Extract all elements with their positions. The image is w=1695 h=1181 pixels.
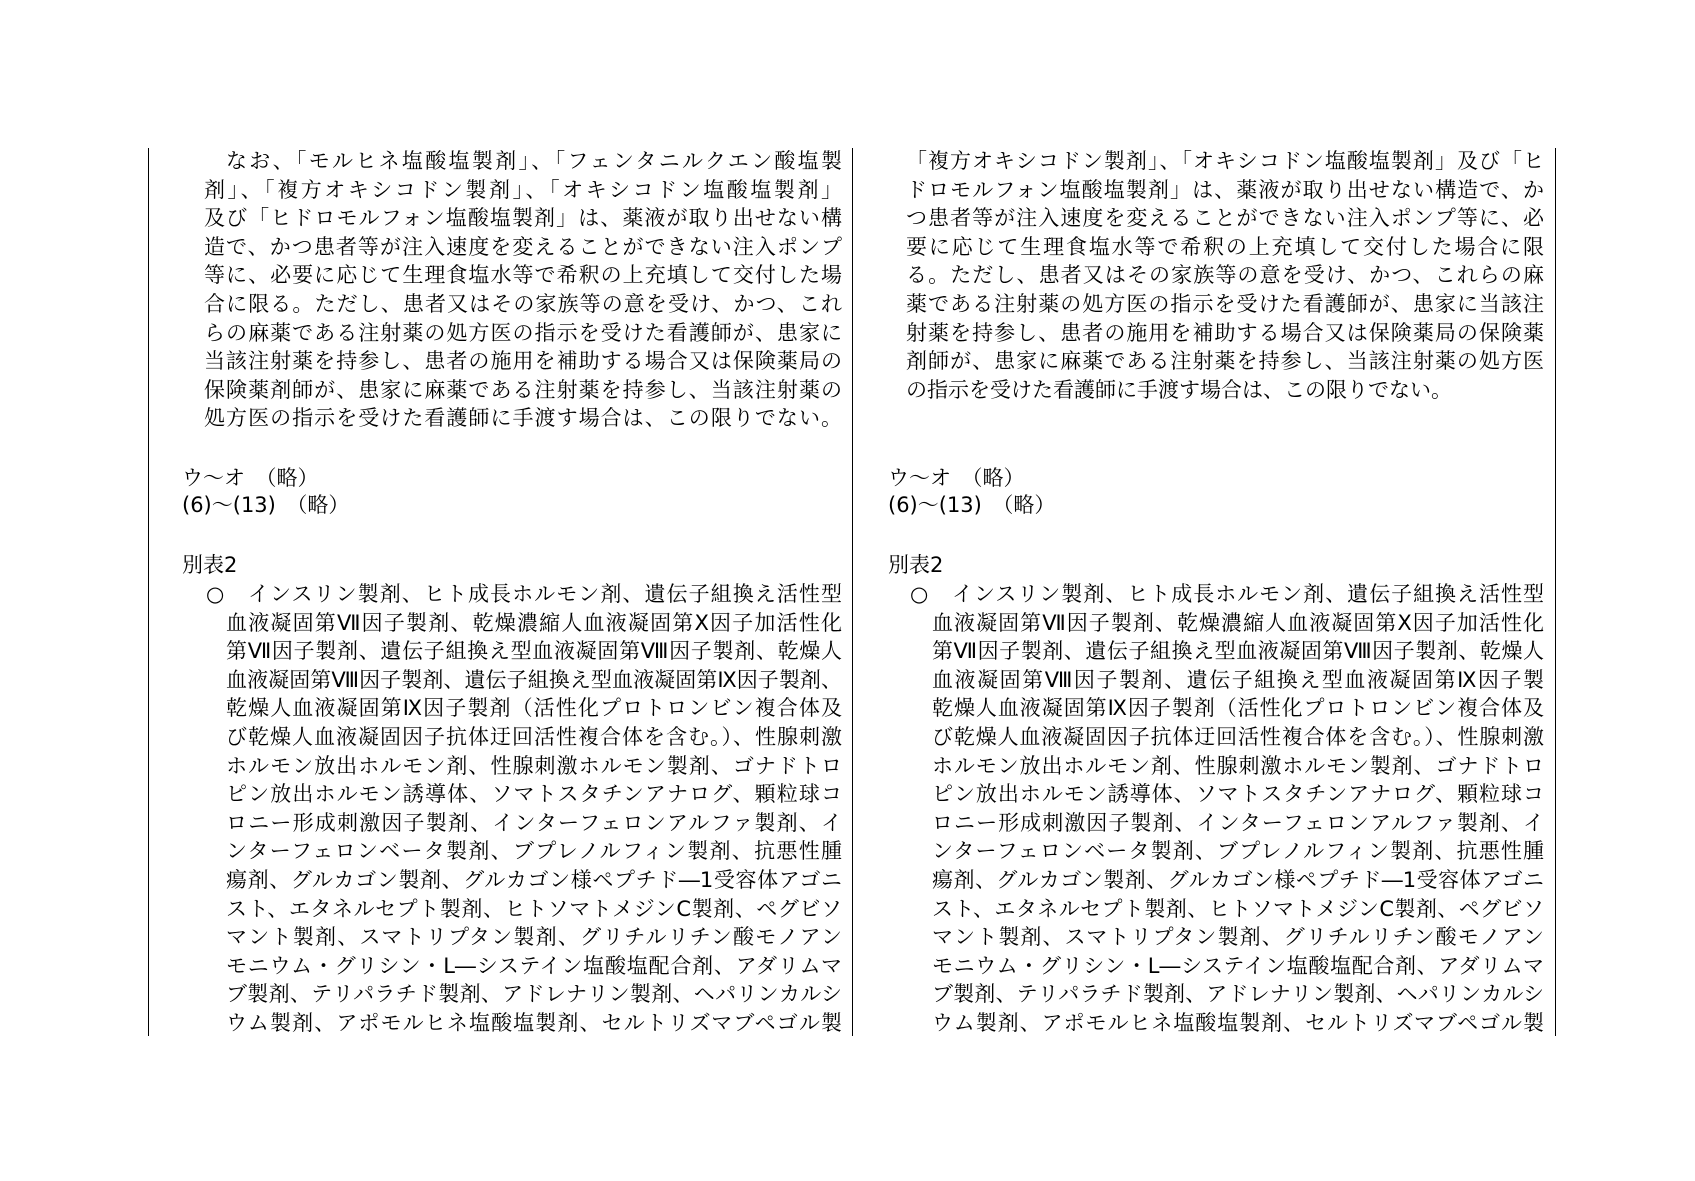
paragraph-line: 剤師が、患家に麻薬である注射薬を持参し、当該注射薬の処方医 — [906, 349, 1544, 374]
paragraph-line: 射薬を持参し、患者の施用を補助する場合又は保険薬局の保険薬 — [906, 320, 1544, 345]
omitted-sections-note: (6)～(13) （略） — [888, 493, 1056, 517]
paragraph-line: なお、「モルヒネ塩酸塩製剤」、「フェンタニルクエン酸塩製 — [226, 149, 842, 173]
paragraph-line: 保険薬剤師が、患家に麻薬である注射薬を持参し、当該注射薬の — [204, 377, 842, 402]
list-line: 血液凝固第Ⅶ因子製剤、乾燥濃縮人血液凝固第Ⅹ因子加活性化 — [226, 610, 842, 635]
list-line: ンターフェロンベータ製剤、ブプレノルフィン製剤、抗悪性腫 — [226, 839, 842, 864]
paragraph-line: 処方医の指示を受けた看護師に手渡す場合は、この限りでない。 — [204, 406, 842, 431]
paragraph-line: の指示を受けた看護師に手渡す場合は、この限りでない。 — [906, 377, 1452, 402]
list-line: ホルモン放出ホルモン剤、性腺刺激ホルモン製剤、ゴナドトロ — [226, 753, 842, 778]
paragraph-line: 及び「ヒドロモルフォン塩酸塩製剤」は、薬液が取り出せない構 — [204, 206, 842, 231]
list-line: 血液凝固第Ⅷ因子製剤、遺伝子組換え型血液凝固第Ⅸ因子製 — [932, 667, 1544, 692]
list-line: インスリン製剤、ヒト成長ホルモン剤、遺伝子組換え活性型 — [952, 582, 1544, 606]
list-line: 乾燥人血液凝固第Ⅸ因子製剤（活性化プロトロンビン複合体及 — [226, 696, 842, 721]
list-line: 第Ⅶ因子製剤、遺伝子組換え型血液凝固第Ⅷ因子製剤、乾燥人 — [932, 639, 1544, 664]
paragraph-line: 「複方オキシコドン製剤」、「オキシコドン塩酸塩製剤」及び「ヒ — [906, 149, 1544, 173]
paragraph-line: 剤」、「複方オキシコドン製剤」、「オキシコドン塩酸塩製剤」 — [204, 177, 842, 202]
list-line: ピン放出ホルモン誘導体、ソマトスタチンアナログ、顆粒球コ — [226, 782, 842, 807]
list-line: び乾燥人血液凝固因子抗体迂回活性複合体を含む。）、性腺刺激 — [226, 725, 842, 749]
list-line: ロニー形成刺激因子製剤、インターフェロンアルファ製剤、イ — [226, 810, 842, 835]
list-line: ピン放出ホルモン誘導体、ソマトスタチンアナログ、顆粒球コ — [932, 782, 1544, 807]
paragraph-line: ドロモルフォン塩酸塩製剤」は、薬液が取り出せない構造で、か — [906, 177, 1544, 202]
paragraph-line: 当該注射薬を持参し、患者の施用を補助する場合又は保険薬局の — [204, 349, 842, 374]
omitted-items-note: ウ～オ （略） — [888, 466, 1025, 490]
list-line: スト、エタネルセプト製剤、ヒトソマトメジンC製剤、ペグビソ — [932, 896, 1544, 921]
paragraph-line: 造で、かつ患者等が注入速度を変えることができない注入ポンプ — [204, 234, 842, 259]
list-line: ロニー形成刺激因子製剤、インターフェロンアルファ製剤、イ — [932, 810, 1544, 835]
list-line: モニウム・グリシン・L―システイン塩酸塩配合剤、アダリムマ — [932, 953, 1544, 978]
list-line: モニウム・グリシン・L―システイン塩酸塩配合剤、アダリムマ — [226, 953, 842, 978]
list-line: 瘍剤、グルカゴン製剤、グルカゴン様ペプチド―1受容体アゴニ — [226, 868, 842, 892]
table-title: 別表2 — [888, 553, 944, 577]
list-line: スト、エタネルセプト製剤、ヒトソマトメジンC製剤、ペグビソ — [226, 896, 842, 921]
list-line: 乾燥人血液凝固第Ⅸ因子製剤（活性化プロトロンビン複合体及 — [932, 696, 1544, 721]
list-line: 血液凝固第Ⅷ因子製剤、遺伝子組換え型血液凝固第Ⅸ因子製剤、 — [226, 667, 842, 692]
list-line: 瘍剤、グルカゴン製剤、グルカゴン様ペプチド―1受容体アゴニ — [932, 868, 1544, 892]
omitted-sections-note: (6)～(13) （略） — [182, 493, 350, 517]
paragraph-line: 合に限る。ただし、患者又はその家族等の意を受け、かつ、これ — [204, 292, 842, 316]
column-divider — [852, 148, 853, 1036]
list-line: び乾燥人血液凝固因子抗体迂回活性複合体を含む。）、性腺刺激 — [932, 725, 1544, 749]
list-line: ブ製剤、テリパラチド製剤、アドレナリン製剤、ヘパリンカルシ — [932, 982, 1544, 1007]
right-border — [1555, 148, 1556, 1036]
left-border — [148, 148, 149, 1036]
paragraph-line: 薬である注射薬の処方医の指示を受けた看護師が、患家に当該注 — [906, 292, 1544, 316]
omitted-items-note: ウ～オ （略） — [182, 466, 319, 490]
list-line: ウム製剤、アポモルヒネ塩酸塩製剤、セルトリズマブペゴル製 — [226, 1011, 842, 1035]
list-line: ブ製剤、テリパラチド製剤、アドレナリン製剤、ヘパリンカルシ — [226, 982, 842, 1007]
paragraph-line: 等に、必要に応じて生理食塩水等で希釈の上充填して交付した場 — [204, 263, 842, 288]
list-line: ンターフェロンベータ製剤、ブプレノルフィン製剤、抗悪性腫 — [932, 839, 1544, 864]
list-line: ホルモン放出ホルモン剤、性腺刺激ホルモン製剤、ゴナドトロ — [932, 753, 1544, 778]
list-line: 第Ⅶ因子製剤、遺伝子組換え型血液凝固第Ⅷ因子製剤、乾燥人 — [226, 639, 842, 664]
bullet-circle: ○ — [206, 582, 225, 606]
paragraph-line: る。ただし、患者又はその家族等の意を受け、かつ、これらの麻 — [906, 263, 1544, 288]
list-line: インスリン製剤、ヒト成長ホルモン剤、遺伝子組換え活性型 — [248, 582, 842, 606]
table-title: 別表2 — [182, 553, 238, 577]
list-line: マント製剤、スマトリプタン製剤、グリチルリチン酸モノアン — [226, 925, 842, 950]
list-line: ウム製剤、アポモルヒネ塩酸塩製剤、セルトリズマブペゴル製 — [932, 1011, 1544, 1035]
bullet-circle: ○ — [910, 582, 929, 606]
paragraph-line: つ患者等が注入速度を変えることができない注入ポンプ等に、必 — [906, 206, 1544, 231]
paragraph-line: らの麻薬である注射薬の処方医の指示を受けた看護師が、患家に — [204, 320, 842, 345]
list-line: マント製剤、スマトリプタン製剤、グリチルリチン酸モノアン — [932, 925, 1544, 950]
paragraph-line: 要に応じて生理食塩水等で希釈の上充填して交付した場合に限 — [906, 234, 1544, 259]
list-line: 血液凝固第Ⅶ因子製剤、乾燥濃縮人血液凝固第Ⅹ因子加活性化 — [932, 610, 1544, 635]
